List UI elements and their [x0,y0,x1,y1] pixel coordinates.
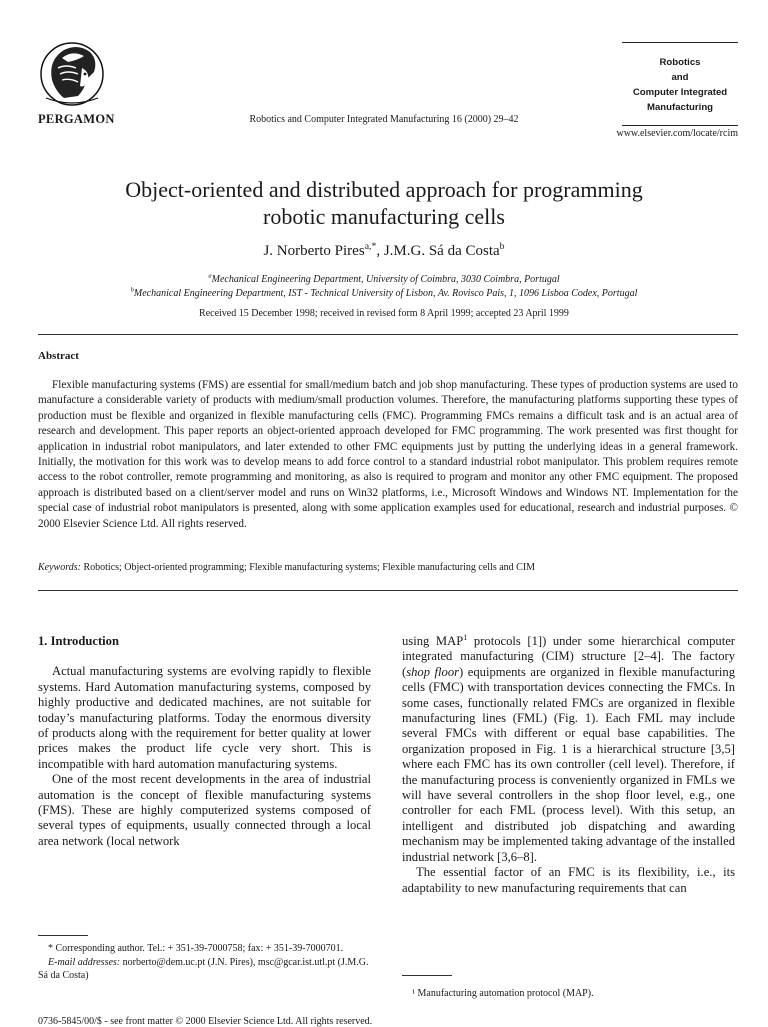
footnote-map: ¹ Manufacturing automation protocol (MAP). [412,988,594,999]
abstract-heading: Abstract [38,350,79,362]
text-run: ) equipments are organized in flexible manufacturing cells (FMC) with transportation devices connecting the FMCs. In some cases, functionally related FMCs are organized in flexible manufacturing lines (FML) (Fig. 1). Each FML may include several FMCs with different or equal base capabilities. The organization proposed in Fig. 1 is a hierarchical structure [3,5] where each FMC has its own controller (cell level). Therefore, if the manufacturing process is conveniently organized in FMLs we will have several controllers in the shop floor level, e.g., one controller for each FML (process level). With this setup, an intelligent and distributed job dispatching and awarding mechanism may be implemented taking advantage of the installed industrial network [3,6–8]. [402,664,735,864]
email-addresses: norberto@dem.uc.pt (J.N. Pires), msc@gcar.ist.utl.pt (J.M.G. Sá da Costa) [38,956,369,981]
author-name: J. Norberto Pires [263,243,365,259]
divider [38,590,738,591]
keywords-label: Keywords: [38,562,81,573]
journal-box-line: and [671,72,689,83]
paragraph [402,634,735,865]
divider [38,334,738,335]
footnote-rule [402,975,452,976]
affil-mark: b [130,286,134,294]
paragraph: One of the most recent developments in the area of industrial automation is the concept of flexible manufacturing systems (FMS). These are highly computerized systems composed of several types of equipments, usually connected through a local area network (local network [38,772,371,848]
journal-box-line: Computer Integrated [632,87,728,98]
title-line: robotic manufacturing cells [263,204,505,229]
footnote-corresponding [38,942,371,983]
author-affil-mark: a, [364,241,372,252]
text-run: protocols [1]) under some hierarchical computer integrated manufacturing (CIM) structure [2–4]. The factory ( [402,634,735,679]
author-affil-mark: b [499,241,505,252]
footnote-mark: 1 [463,632,468,642]
pergamon-logo [38,38,108,110]
affil-mark: a [208,272,212,280]
left-column [38,634,371,849]
journal-title-box [622,42,738,126]
journal-box-line: Manufacturing [646,102,714,113]
text-run: using MAP [402,634,464,648]
affil-text: Mechanical Engineering Department, University of Coimbra, 3030 Coimbra, Portugal [211,274,560,285]
publisher-name: PERGAMON [38,112,115,126]
journal-citation: Robotics and Computer Integrated Manufacturing 16 (2000) 29–42 [249,114,519,125]
author-separator: , [376,243,384,259]
keywords-text: Robotics; Object-oriented programming; Flexible manufacturing systems; Flexible manufacturing cells and CIM [83,562,536,573]
copyright-footer: 0736-5845/00/$ - see front matter © 2000 Elsevier Science Ltd. All rights reserved. [38,1016,373,1027]
paragraph: Actual manufacturing systems are evolving rapidly to flexible systems. Hard Automation manufacturing systems, composed by highly productive and dedicated machines, are not suitable for today’s manufacturing platforms. Today the enormous diversity of products along with the requirement for better quality at lower prices makes the product life cycle very short. This is incompatible with hard automation manufacturing systems. [38,664,371,771]
received-dates: Received 15 December 1998; received in revised form 8 April 1999; accepted 23 April 1999 [199,308,569,319]
section-heading: 1. Introduction [38,634,119,648]
paragraph: The essential factor of an FMC is its flexibility, i.e., its adaptability to new manufacturing requirements that can [402,865,735,895]
email-label: E-mail addresses: [48,956,121,968]
text-run-italic: shop floor [406,664,460,679]
right-column [402,634,735,896]
footnote-text: * Corresponding author. Tel.: + 351-39-7000758; fax: + 351-39-7000701. [48,943,344,954]
affiliation-a [0,274,768,285]
journal-box-line: Robotics [659,57,701,68]
abstract-text: Flexible manufacturing systems (FMS) are essential for small/medium batch and job shop manufacturing. These types of production systems are used to manufacture a considerable variety of products with medium/small production volumes. Therefore, the manufacturing platforms supporting these types of production must be flexible and organized in flexible manufacturing cells (FMC). Programming FMCs remains a difficult task and is an actual area of research and development. This paper reports an object-oriented approach developed for FMC programming. The work presented was first thought for application in industrial robot manipulators, and later extended to other FMC equipments just by putting the underlying ideas in a general framework. Initially, the motivation for this work was to develop means to add force control to a standard industrial robot manipulator. This problem requires remote access to the robot controller, remote programming and monitoring, as also is required to program and monitor any other FMC equipment. The proposed approach is distributed based on a client/server model and runs on Win32 platforms, i.e., Microsoft Windows and Windows NT. Implementation for the special case of industrial robot manipulators is presented, along with some application examples used for educational, research and industrial purposes. © 2000 Elsevier Science Ltd. All rights reserved. [38,379,738,530]
journal-url[interactable]: www.elsevier.com/locate/rcim [616,128,738,139]
author-list [0,243,768,260]
title-line: Object-oriented and distributed approach for programming [125,177,643,202]
author-name: J.M.G. Sá da Costa [383,243,500,259]
footnote-rule [38,935,88,936]
affil-text: Mechanical Engineering Department, IST - Technical University of Lisbon, Av. Rovisco Pais, 1, 1096 Lisboa Codex, Portugal [133,288,638,299]
affiliation-b [0,288,768,299]
corresponding-mark: * [371,241,377,252]
keywords-line [38,562,535,573]
article-title [0,176,768,230]
